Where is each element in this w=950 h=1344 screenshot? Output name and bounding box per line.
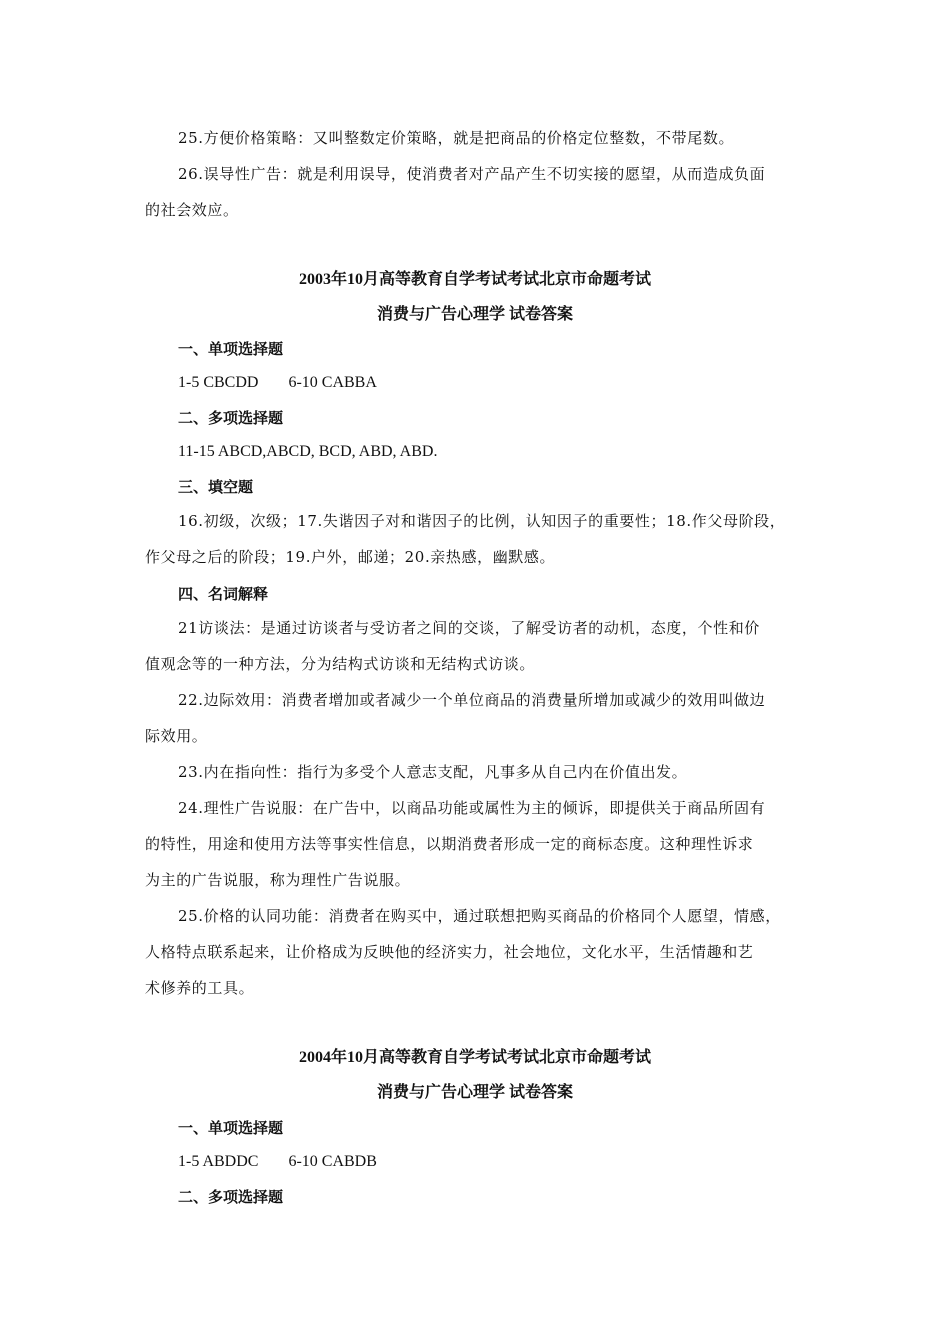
term-22-marginal-utility-line1: 22.边际效用：消费者增加或者减少一个单位商品的消费量所增加或减少的效用叫做边 xyxy=(178,691,766,709)
term-23-inner-orientation: 23.内在指向性：指行为多受个人意志支配，凡事多从自己内在价值出发。 xyxy=(178,763,688,781)
exam-2004-title: 2004年10月高等教育自学考试考试北京市命题考试 xyxy=(298,1049,651,1066)
term-25-convenient-pricing: 25.方便价格策略：又叫整数定价策略，就是把商品的价格定位整数，不带尾数。 xyxy=(178,129,735,147)
term-26-misleading-ad-line2: 的社会效应。 xyxy=(145,201,239,219)
term-26-misleading-ad-line1: 26.误导性广告：就是利用误导，使消费者对产品产生不切实接的愿望，从而造成负面 xyxy=(178,165,766,183)
exam-2003-multi-choice-heading: 二、多项选择题 xyxy=(178,409,284,427)
answers-6-10: 6-10 CABDB xyxy=(288,1153,377,1170)
term-24-rational-ad-line1: 24.理性广告说服：在广告中，以商品功能或属性为主的倾诉，即提供关于商品所固有 xyxy=(178,799,766,817)
answers-1-5: 1-5 CBCDD xyxy=(178,374,259,391)
exam-2004-single-choice-answers xyxy=(0,1150,950,1174)
term-22-marginal-utility-line2: 际效用。 xyxy=(145,727,208,745)
answers-6-10: 6-10 CABBA xyxy=(288,374,377,391)
term-21-interview-line1: 21访谈法：是通过访谈者与受访者之间的交谈，了解受访者的动机，态度，个性和价 xyxy=(178,619,760,637)
exam-2004-single-choice-heading: 一、单项选择题 xyxy=(178,1119,284,1137)
term-25-price-identity-line3: 术修养的工具。 xyxy=(145,979,255,997)
exam-2003-fill-blank-heading: 三、填空题 xyxy=(178,478,254,496)
exam-2004-multi-choice-heading: 二、多项选择题 xyxy=(178,1188,284,1206)
exam-2003-subtitle: 消费与广告心理学 试卷答案 xyxy=(376,306,573,323)
exam-2003-multi-choice-answers: 11-15 ABCD,ABCD, BCD, ABD, ABD. xyxy=(178,443,438,460)
term-24-rational-ad-line3: 为主的广告说服，称为理性广告说服。 xyxy=(145,871,411,889)
term-24-rational-ad-line2: 的特性，用途和使用方法等事实性信息，以期消费者形成一定的商标态度。这种理性诉求 xyxy=(145,835,754,853)
term-25-price-identity-line1: 25.价格的认同功能：消费者在购买中，通过联想把购买商品的价格同个人愿望，情感， xyxy=(178,907,781,925)
term-25-price-identity-line2: 人格特点联系起来，让价格成为反映他的经济实力，社会地位，文化水平，生活情趣和艺 xyxy=(145,943,754,961)
exam-2003-term-heading: 四、名词解释 xyxy=(178,585,269,603)
exam-2003-single-choice-heading: 一、单项选择题 xyxy=(178,340,284,358)
answers-1-5: 1-5 ABDDC xyxy=(178,1153,259,1170)
exam-2003-title: 2003年10月高等教育自学考试考试北京市命题考试 xyxy=(298,271,651,288)
exam-2003-fill-blank-line1: 16.初级，次级；17.失谐因子对和谐因子的比例，认知因子的重要性；18.作父母阶段， xyxy=(178,512,786,530)
exam-2004-subtitle: 消费与广告心理学 试卷答案 xyxy=(376,1084,573,1101)
term-21-interview-line2: 值观念等的一种方法，分为结构式访谈和无结构式访谈。 xyxy=(145,655,536,673)
exam-2003-fill-blank-line2: 作父母之后的阶段；19.户外，邮递；20.亲热感，幽默感。 xyxy=(145,548,556,566)
exam-2003-single-choice-answers xyxy=(0,371,950,395)
